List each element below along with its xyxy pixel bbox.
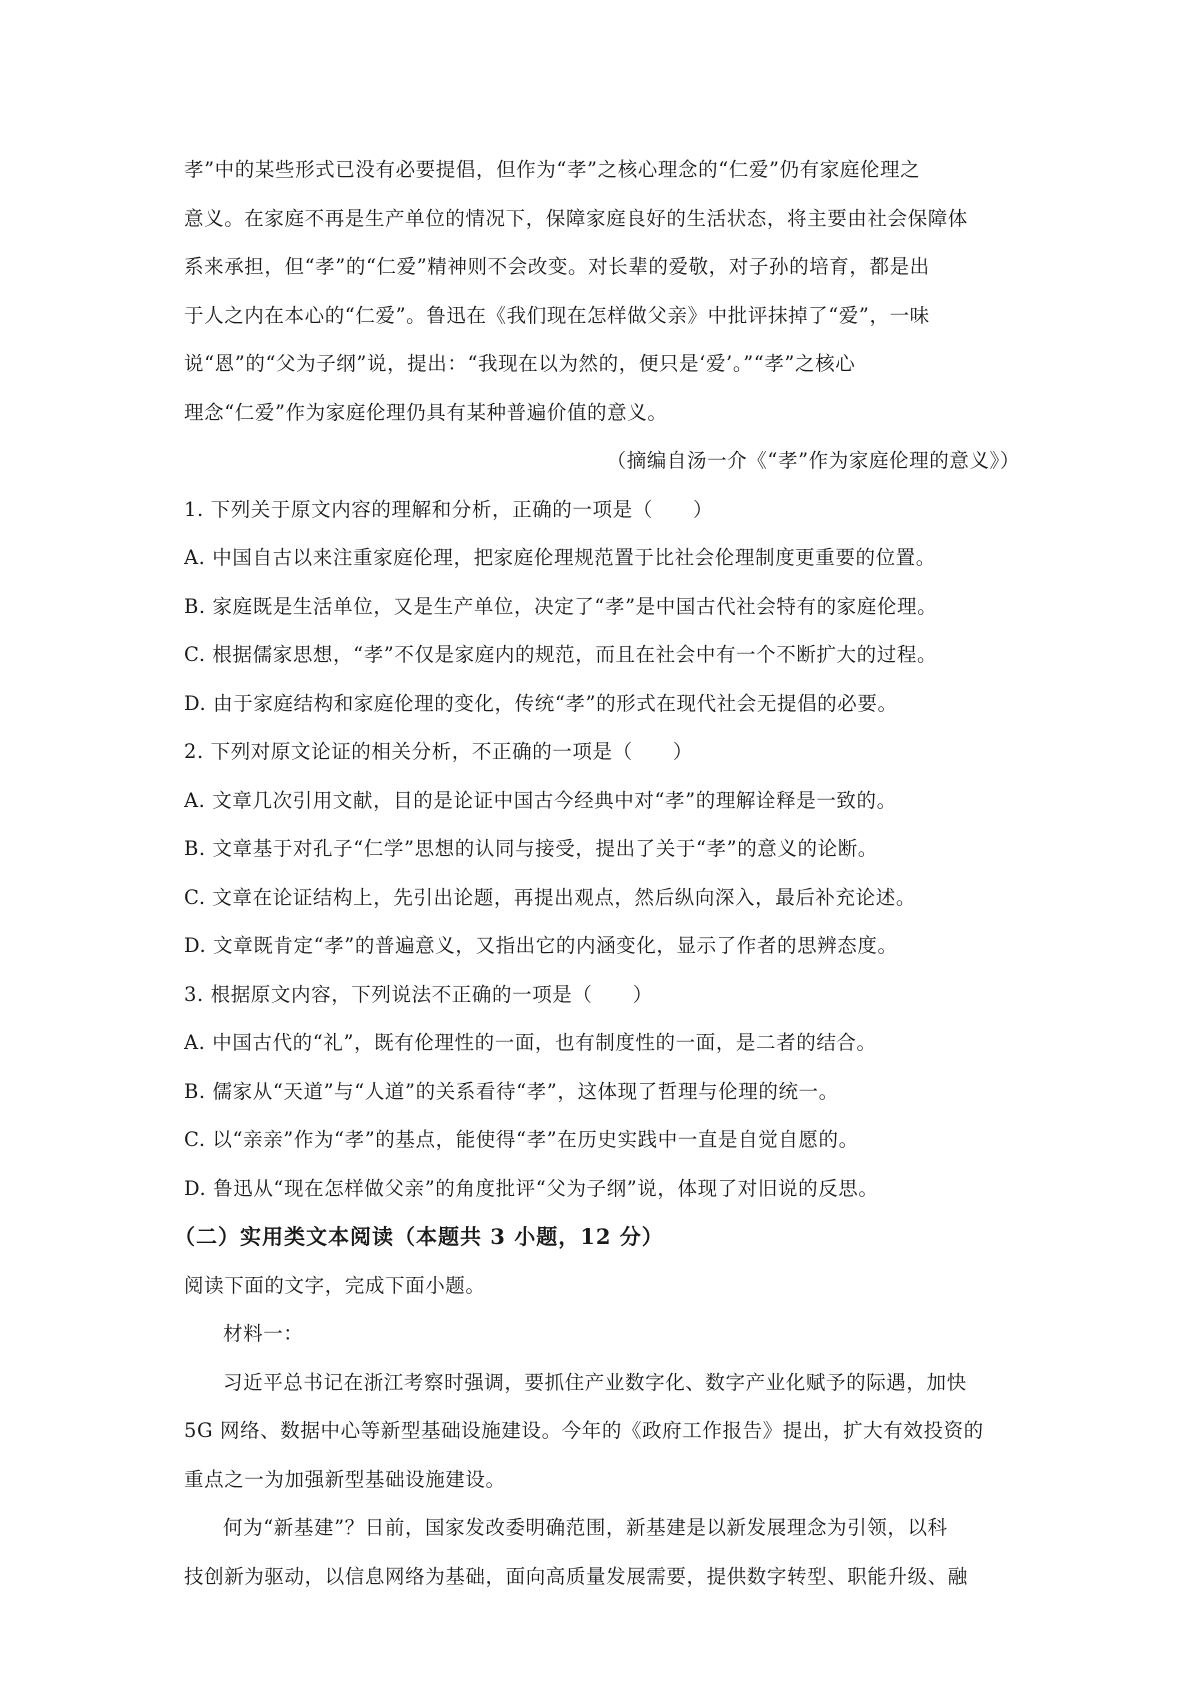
question-stem: 2. 下列对原文论证的相关分析，不正确的一项是（ ） xyxy=(184,740,694,763)
passage-line: 孝”中的某些形式已没有必要提倡，但作为“孝”之核心理念的“仁爱”仍有家庭伦理之 xyxy=(184,158,921,181)
material-line: 5G 网络、数据中心等新型基础设施建设。今年的《政府工作报告》提出，扩大有效投资的 xyxy=(184,1419,984,1442)
question-stem: 3. 根据原文内容，下列说法不正确的一项是（ ） xyxy=(184,982,653,1006)
material-line: 何为“新基建”？日前，国家发改委明确范围，新基建是以新发展理念为引领，以科 xyxy=(223,1516,948,1539)
question-2 xyxy=(184,728,1020,971)
passage-line: 说“恩”的“父为子纲”说，提出：“我现在以为然的，便只是‘爱’。”“孝”之核心 xyxy=(184,352,856,375)
section-heading: （二）实用类文本阅读（本题共 3 小题，12 分） xyxy=(174,1224,664,1249)
option-b: B. 儒家从“天道”与“人道”的关系看待“孝”，这体现了哲理与伦理的统一。 xyxy=(184,1079,839,1103)
material-line: 习近平总书记在浙江考察时强调，要抓住产业数字化、数字产业化赋予的际遇，加快 xyxy=(223,1370,967,1394)
section-instruction: 阅读下面的文字，完成下面小题。 xyxy=(184,1273,486,1297)
option-c: C. 以“亲亲”作为“孝”的基点，能使得“孝”在历史实践中一直是自觉自愿的。 xyxy=(184,1128,859,1151)
material-line: 技创新为驱动，以信息网络为基础，面向高质量发展需要，提供数字转型、职能升级、融 xyxy=(184,1564,968,1588)
passage-line: 意义。在家庭不再是生产单位的情况下，保障家庭良好的生活状态，将主要由社会保障体 xyxy=(184,206,968,230)
passage-line: 理念“仁爱”作为家庭伦理仍具有某种普遍价值的意义。 xyxy=(184,400,668,424)
material-label: 材料一： xyxy=(223,1322,304,1345)
option-c: C. 根据儒家思想，“孝”不仅是家庭内的规范，而且在社会中有一个不断扩大的过程。 xyxy=(184,643,938,666)
material-line: 重点之一为加强新型基础设施建设。 xyxy=(184,1467,506,1491)
passage xyxy=(184,146,1020,486)
section-2 xyxy=(174,1213,1020,1601)
option-d: D. 鲁迅从“现在怎样做父亲”的角度批评“父为子纲”说，体现了对旧说的反思。 xyxy=(184,1176,879,1200)
passage-line: 于人之内在本心的“仁爱”。鲁迅在《我们现在怎样做父亲》中批评抹掉了“爱”，一味 xyxy=(184,303,930,327)
option-c: C. 文章在论证结构上，先引出论题，再提出观点，然后纵向深入，最后补充论述。 xyxy=(184,885,916,909)
source-citation: （摘编自汤一介《“孝”作为家庭伦理的意义》） xyxy=(606,449,1020,472)
question-3 xyxy=(184,971,1020,1214)
question-stem: 1. 下列关于原文内容的理解和分析，正确的一项是（ ） xyxy=(184,497,714,521)
option-d: D. 文章既肯定“孝”的普遍意义，又指出它的内涵变化，显示了作者的思辨态度。 xyxy=(184,934,898,957)
option-a: A. 文章几次引用文献，目的是论证中国古今经典中对“孝”的理解诠释是一致的。 xyxy=(184,788,897,812)
question-1 xyxy=(184,486,1020,729)
document-content xyxy=(174,146,1020,1601)
option-b: B. 家庭既是生活单位，又是生产单位，决定了“孝”是中国古代社会特有的家庭伦理。 xyxy=(184,594,938,618)
passage-line: 系来承担，但“孝”的“仁爱”精神则不会改变。对长辈的爱敬，对子孙的培育，都是出 xyxy=(184,255,930,278)
option-a: A. 中国自古以来注重家庭伦理，把家庭伦理规范置于比社会伦理制度更重要的位置。 xyxy=(184,546,936,569)
option-d: D. 由于家庭结构和家庭伦理的变化，传统“孝”的形式在现代社会无提倡的必要。 xyxy=(184,691,898,715)
option-a: A. 中国古代的“礼”，既有伦理性的一面，也有制度性的一面，是二者的结合。 xyxy=(184,1031,877,1054)
option-b: B. 文章基于对孔子“仁学”思想的认同与接受，提出了关于“孝”的意义的论断。 xyxy=(184,837,878,860)
